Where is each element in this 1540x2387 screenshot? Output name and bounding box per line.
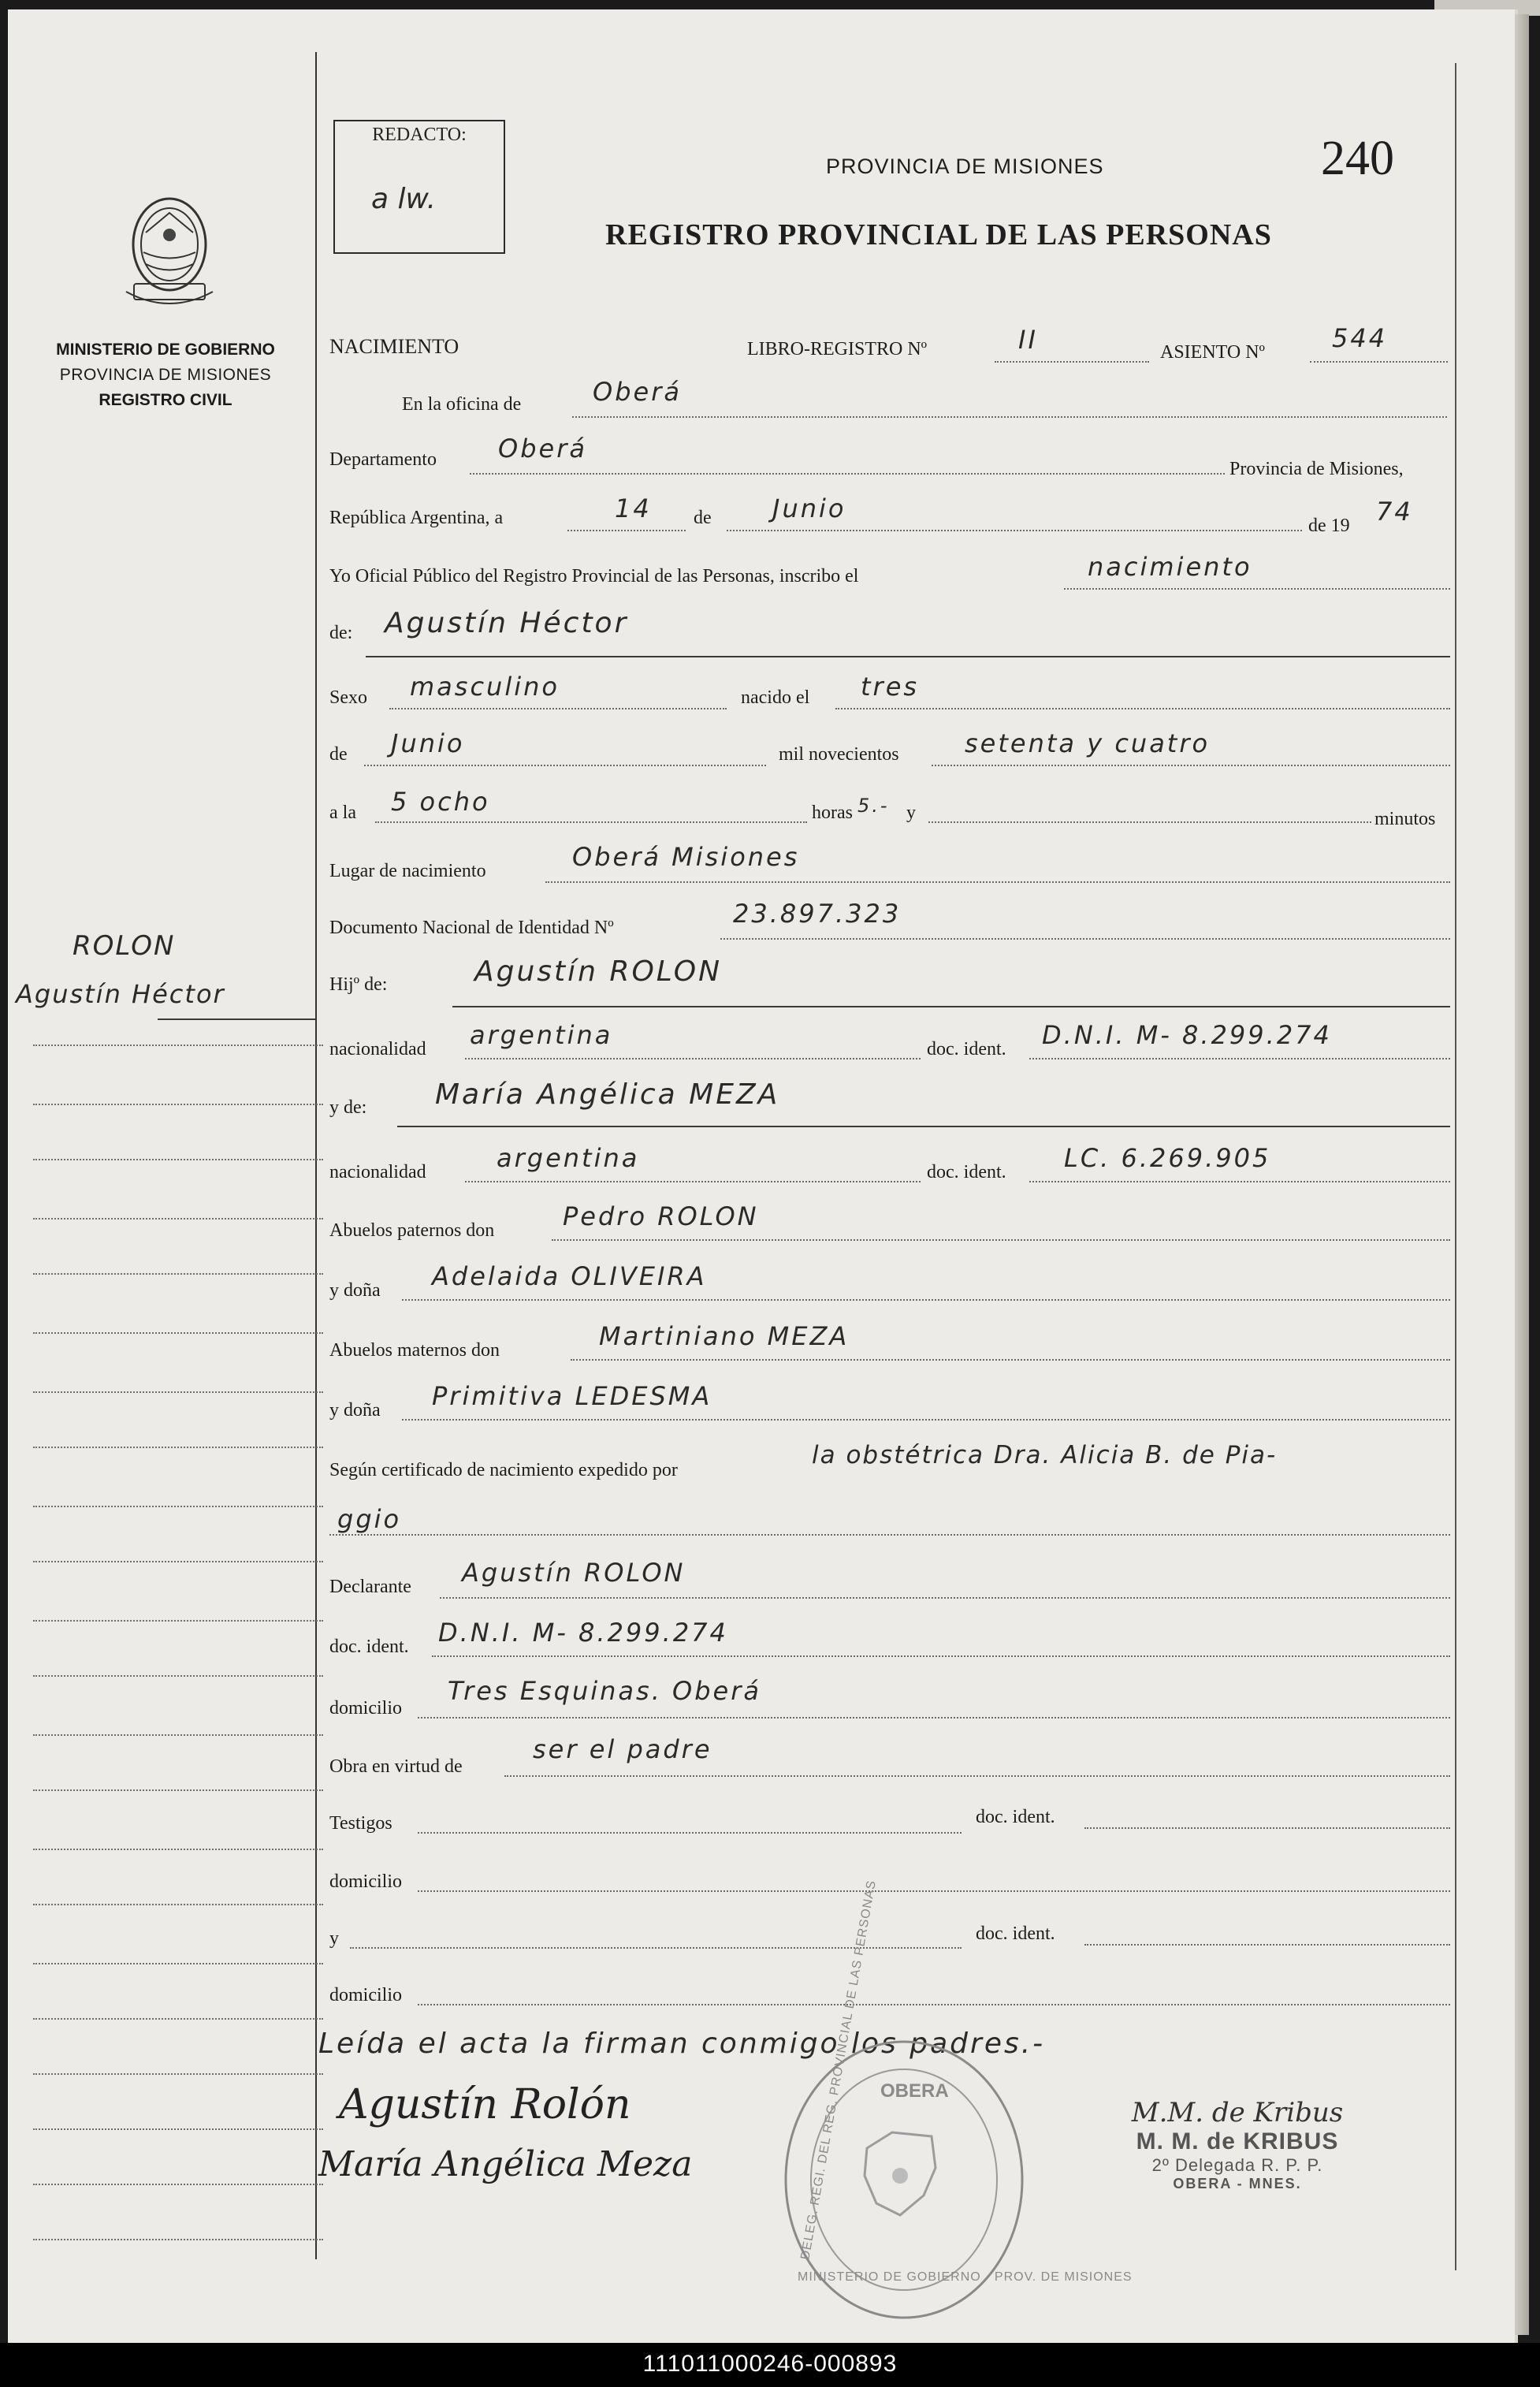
- inscribo-value: nacimiento: [1088, 552, 1252, 582]
- registrar-stamp: [1103, 2097, 1371, 2192]
- de-anio-label: de 19: [1308, 516, 1350, 536]
- left-rule: [315, 52, 317, 2259]
- page-number: 240: [1321, 132, 1394, 185]
- minutos-label: minutos: [1374, 809, 1436, 829]
- y-label: y: [906, 802, 916, 823]
- testigos-label: Testigos: [329, 1813, 392, 1834]
- closing-statement: Leída el acta la firman conmigo los padres.-: [318, 2028, 1046, 2060]
- asiento-label: ASIENTO Nº: [1160, 342, 1265, 363]
- testigos-line: [418, 1832, 962, 1834]
- nombre-value: Agustín Héctor: [385, 607, 629, 639]
- segun-value2: ggio: [337, 1504, 402, 1534]
- anio-value: 74: [1376, 497, 1413, 527]
- dia-line: [567, 530, 686, 531]
- y-de-label: y de:: [329, 1097, 367, 1118]
- y-dona-mat-label: y doña: [329, 1400, 381, 1421]
- scan-id: 111011000246-000893: [642, 2351, 898, 2377]
- ala-label: a la: [329, 802, 356, 823]
- margin-line: [33, 1963, 323, 1964]
- oficina-label: En la oficina de: [402, 394, 522, 415]
- margin-line: [33, 2184, 323, 2185]
- padre-nac-value: argentina: [470, 1020, 613, 1050]
- domicilio-line: [418, 1717, 1450, 1719]
- right-rule: [1455, 63, 1456, 2270]
- lugar-label: Lugar de nacimiento: [329, 861, 486, 881]
- registrar-name: M. M. de KRIBUS: [1136, 2128, 1339, 2154]
- testigo1-domicilio-label: domicilio: [329, 1871, 402, 1892]
- margin-line: [33, 1104, 323, 1105]
- margin-line: [33, 1620, 323, 1622]
- horas-label: horas: [812, 802, 853, 823]
- margin-line: [33, 1447, 323, 1448]
- madre-doc-line: [1029, 1181, 1450, 1182]
- oficina-line: [572, 416, 1447, 418]
- hijo-label: Hijº de:: [329, 974, 388, 995]
- seal-left-ring-text: DELEG. REGI. DEL REG. PROVINCIAL DE LAS PERSONAS: [798, 1879, 879, 2261]
- mes2-value: Junio: [391, 728, 465, 758]
- header-registry-title: REGISTRO PROVINCIAL DE LAS PERSONAS: [605, 218, 1272, 251]
- margin-line: [33, 1391, 323, 1393]
- margin-line: [33, 1849, 323, 1850]
- domicilio-label: domicilio: [329, 1698, 402, 1719]
- abuelo-pat-value: Pedro ROLON: [563, 1201, 759, 1231]
- margin-line: [33, 1904, 323, 1905]
- padre-value: Agustín ROLON: [474, 955, 722, 988]
- abuelo-mat-value: Martiniano MEZA: [599, 1321, 850, 1351]
- provincia-label: Provincia de Misiones,: [1229, 459, 1404, 479]
- margin-line: [33, 1273, 323, 1275]
- abuelos-pat-label: Abuelos paternos don: [329, 1220, 495, 1241]
- margin-line: [33, 1734, 323, 1736]
- testigos-doc-line: [1084, 1827, 1450, 1829]
- registrar-place: OBERA - MNES.: [1173, 2176, 1302, 2191]
- ministry-line3: REGISTRO CIVIL: [99, 391, 232, 409]
- dni-value: 23.897.323: [733, 899, 902, 929]
- segun-value: la obstétrica Dra. Alicia B. de Pia-: [812, 1441, 1278, 1469]
- redacto-initials: a lw.: [371, 183, 437, 215]
- obra-label: Obra en virtud de: [329, 1756, 463, 1777]
- nacido-line: [835, 708, 1450, 709]
- de2-label: de: [329, 744, 348, 765]
- header-province: PROVINCIA DE MISIONES: [826, 155, 1104, 178]
- dni-line: [720, 938, 1450, 940]
- page-stack-edge: [1515, 14, 1529, 2335]
- madre-doc-label: doc. ident.: [927, 1162, 1006, 1182]
- padre-doc-label: doc. ident.: [927, 1039, 1006, 1059]
- inscribo-line: [1064, 588, 1450, 590]
- padre-line: [452, 1006, 1450, 1007]
- abuelo-pat-line: [552, 1239, 1450, 1241]
- redacto-box: [333, 120, 505, 254]
- hora-line: [375, 821, 807, 823]
- testigo2-doc-label: doc. ident.: [976, 1923, 1055, 1944]
- libro-line: [995, 361, 1149, 363]
- madre-line: [397, 1126, 1450, 1127]
- departamento-value: Oberá: [498, 434, 587, 464]
- registrar-signature: M.M. de Kribus: [1131, 2097, 1344, 2128]
- anio-letras-line: [932, 765, 1450, 766]
- margin-line: [33, 2073, 323, 2075]
- lugar-value: Oberá Misiones: [572, 842, 800, 872]
- de-label: de: [694, 508, 712, 528]
- declarante-label: Declarante: [329, 1577, 411, 1597]
- margin-line: [33, 2239, 323, 2240]
- sexo-line: [389, 708, 727, 709]
- y-dona-pat-label: y doña: [329, 1280, 381, 1301]
- nacido-value: tres: [861, 672, 920, 702]
- margin-line: [33, 1506, 323, 1507]
- madre-value: María Angélica MEZA: [435, 1078, 780, 1111]
- obra-line: [504, 1775, 1450, 1777]
- abuela-mat-line: [402, 1419, 1450, 1421]
- testigo2-doc-line: [1084, 1944, 1450, 1946]
- seal-top-text: OBERA: [880, 2080, 949, 2102]
- testigo1-domicilio-line: [418, 1890, 1450, 1892]
- margin-line: [33, 2018, 323, 2020]
- margin-line: [33, 1561, 323, 1562]
- padre-doc-value: D.N.I. M- 8.299.274: [1042, 1020, 1332, 1050]
- margin-given-names: Agustín Héctor: [16, 979, 225, 1009]
- margin-line: [33, 1675, 323, 1677]
- decl-doc-value: D.N.I. M- 8.299.274: [438, 1618, 728, 1648]
- decl-doc-label: doc. ident.: [329, 1637, 409, 1657]
- madre-doc-value: LC. 6.269.905: [1064, 1143, 1271, 1173]
- libro-value: II: [1018, 325, 1038, 355]
- testigo2-y-label: y: [329, 1928, 339, 1949]
- provincial-crest-icon: [102, 189, 236, 315]
- departamento-line: [470, 473, 1225, 475]
- mes2-line: [364, 765, 766, 766]
- margin-underline: [158, 1018, 315, 1020]
- mil-label: mil novecientos: [779, 744, 899, 765]
- dia-value: 14: [615, 493, 652, 523]
- abuela-mat-value: Primitiva LEDESMA: [432, 1381, 712, 1411]
- testigo2-line: [350, 1947, 962, 1949]
- father-signature: Agustín Rolón: [339, 2081, 631, 2128]
- asiento-value: 544: [1332, 323, 1388, 353]
- mes-line: [727, 530, 1302, 531]
- margin-line: [33, 1332, 323, 1334]
- de-nombre-label: de:: [329, 623, 353, 643]
- ministry-line2: PROVINCIA DE MISIONES: [59, 366, 272, 384]
- declarante-value: Agustín ROLON: [462, 1558, 686, 1588]
- sexo-value: masculino: [410, 672, 560, 702]
- republica-label: República Argentina, a: [329, 508, 504, 528]
- madre-nac-line: [465, 1181, 921, 1182]
- margin-line: [33, 2128, 323, 2130]
- nacimiento-label: NACIMIENTO: [329, 335, 459, 358]
- testigos-doc-label: doc. ident.: [976, 1807, 1055, 1827]
- departamento-label: Departamento: [329, 449, 437, 470]
- testigo2-domicilio-label: domicilio: [329, 1985, 402, 2005]
- yo-oficial-label: Yo Oficial Público del Registro Provincial de las Personas, inscribo el: [329, 566, 859, 587]
- horas-value: 5.-: [857, 795, 890, 817]
- lugar-line: [545, 881, 1450, 883]
- segun-line2: [329, 1534, 1450, 1536]
- declarante-line: [440, 1597, 1450, 1599]
- libro-label: LIBRO-REGISTRO Nº: [747, 339, 928, 359]
- abuelos-mat-label: Abuelos maternos don: [329, 1340, 500, 1361]
- abuela-pat-line: [402, 1299, 1450, 1301]
- obra-value: ser el padre: [533, 1734, 712, 1764]
- oficina-value: Oberá: [593, 377, 682, 407]
- ministry-line1: MINISTERIO DE GOBIERNO: [56, 341, 275, 359]
- redacto-label: REDACTO:: [372, 125, 467, 145]
- ministry-block: [24, 337, 307, 413]
- abuelo-mat-line: [571, 1359, 1450, 1361]
- margin-line: [33, 1159, 323, 1160]
- asiento-line: [1310, 361, 1448, 363]
- sexo-label: Sexo: [329, 687, 367, 708]
- margin-surname: ROLON: [73, 930, 176, 962]
- segun-label: Según certificado de nacimiento expedido por: [329, 1460, 678, 1480]
- padre-nac-line: [465, 1058, 921, 1059]
- dni-label: Documento Nacional de Identidad Nº: [329, 918, 614, 938]
- padre-nac-label: nacionalidad: [329, 1039, 426, 1059]
- registrar-role: 2º Delegada R. P. P.: [1151, 2155, 1323, 2175]
- nacido-label: nacido el: [741, 687, 810, 708]
- madre-nac-label: nacionalidad: [329, 1162, 426, 1182]
- mes-value: Junio: [772, 493, 846, 523]
- domicilio-value: Tres Esquinas. Oberá: [448, 1676, 761, 1706]
- madre-nac-value: argentina: [497, 1143, 640, 1173]
- hora-value: 5 ocho: [391, 787, 490, 817]
- margin-line: [33, 1045, 323, 1046]
- minutos-line: [928, 821, 1371, 823]
- decl-doc-line: [432, 1655, 1450, 1657]
- testigo2-domicilio-line: [418, 2004, 1450, 2005]
- mother-signature: María Angélica Meza: [318, 2144, 693, 2184]
- padre-doc-line: [1029, 1058, 1450, 1059]
- nombre-line: [366, 656, 1450, 657]
- anio-letras-value: setenta y cuatro: [965, 728, 1211, 758]
- margin-line: [33, 1218, 323, 1220]
- margin-line: [33, 1789, 323, 1791]
- seal-bottom-ring-text: MINISTERIO DE GOBIERNO · PROV. DE MISIONES: [798, 2270, 1133, 2284]
- abuela-pat-value: Adelaida OLIVEIRA: [432, 1261, 707, 1291]
